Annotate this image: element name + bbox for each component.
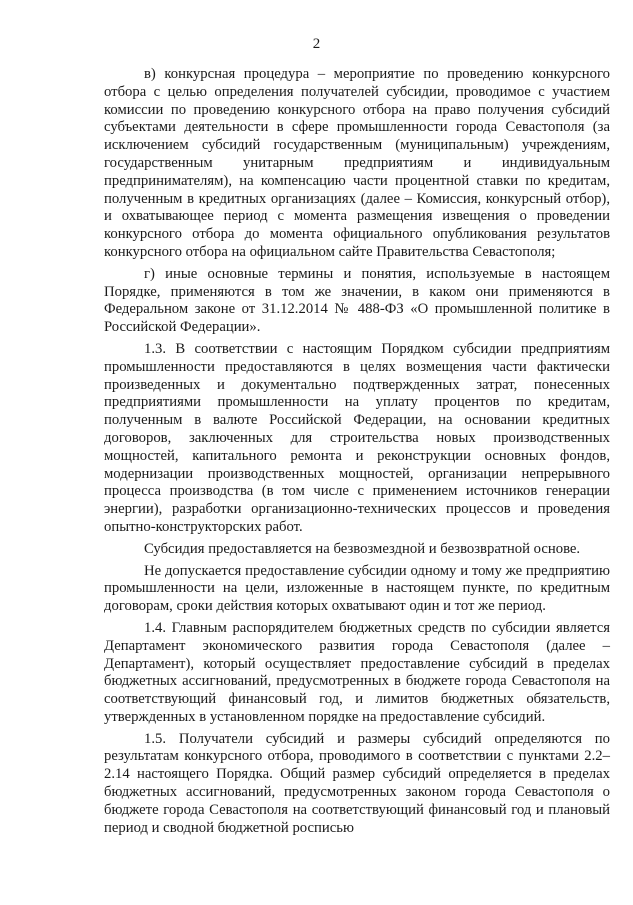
page-number: 2 [312, 36, 321, 52]
paragraph-1-4: 1.4. Главным распорядителем бюджетных средств по субсидии является Департамент экономического развития города Севастополя (далее – Департамент), который осуществляет предоставление субсидий в пределах бюджетных ассигнований, предусмотренных в бюджете города Севастополя на соответствующий финансовый год, и лимитов бюджетных обязательств, утвержденных в установленном порядке на предоставление субсидий. [104, 619, 610, 725]
paragraph-1-5: 1.5. Получатели субсидий и размеры субсидий определяются по результатам конкурсного отбора, проводимого в соответствии с пунктами 2.2–2.14 настоящего Порядка. Общий размер субсидий определяется в пределах бюджетных ассигнований, предусмотренных законом города Севастополя о бюджете города Севастополя на соответствующий финансовый год и плановый период и сводной бюджетной росписью [104, 730, 610, 836]
paragraph-1-3: 1.3. В соответствии с настоящим Порядком субсидии предприятиям промышленности предоставляются в целях возмещения части фактически произведенных и документально подтвержденных затрат, понесенных предприятиями промышленности на уплату процентов по кредитам, полученным в валюте Российской Федерации, на основании кредитных договоров, заключенных для строительства новых производственных мощностей, капитального ремонта и реконструкции основных фондов, модернизации производственных мощностей, организации непрерывного процесса производства (в том числе с применением источников генерации энергии), разработки организационно-технических процессов и проведения опытно-конструкторских работ. [104, 340, 610, 535]
paragraph-g-other-terms: г) иные основные термины и понятия, используемые в настоящем Порядке, применяются в том же значении, в каком они применяются в Федеральном законе от 31.12.2014 № 488-ФЗ «О промышленной политике в Российской Федерации». [104, 265, 610, 336]
document-body [104, 66, 610, 841]
paragraph-v-competitive-procedure: в) конкурсная процедура – мероприятие по проведению конкурсного отбора с целью определения получателей субсидии, проводимое с участием комиссии по проведению конкурсного отбора на право получения субсидий субъектами деятельности в сфере промышленности города Севастополя (за исключением субсидий государственным (муниципальным) учреждениям, государственным унитарным предприятиям и индивидуальным предпринимателям), на компенсацию части процентной ставки по кредитам, полученным в кредитных организациях (далее – Комиссия, конкурсный отбор), и охватывающее период с момента размещения извещения о проведении конкурсного отбора до момента официального опубликования результатов конкурсного отбора на официальном сайте Правительства Севастополя; [104, 66, 610, 260]
paragraph-subsidy-basis: Субсидия предоставляется на безвозмездной и безвозвратной основе. [144, 540, 581, 557]
paragraph-not-allowed: Не допускается предоставление субсидии одному и тому же предприятию промышленности на цели, изложенные в настоящем пункте, по кредитным договорам, сроки действия которых охватывают один и тот же период. [104, 562, 610, 615]
